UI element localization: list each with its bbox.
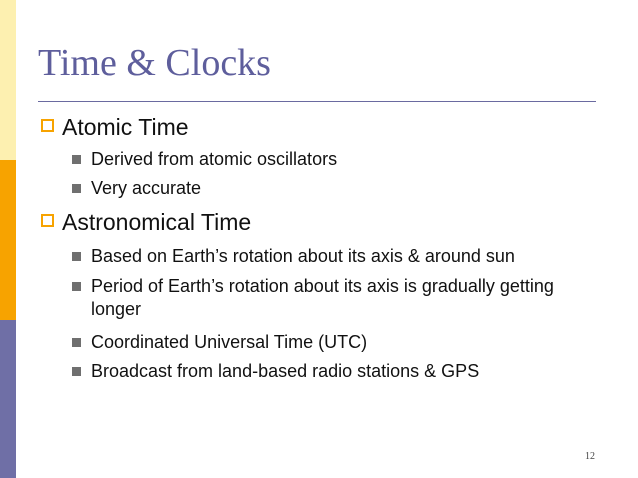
hollow-square-bullet-icon — [41, 119, 54, 132]
square-bullet-icon — [72, 184, 81, 193]
section-heading-text: Atomic Time — [62, 114, 189, 140]
square-bullet-icon — [72, 282, 81, 291]
list-item-text: Broadcast from land-based radio stations & GPS — [91, 361, 480, 381]
square-bullet-icon — [72, 155, 81, 164]
list-item-text: Derived from atomic oscillators — [91, 149, 338, 169]
list-item-text: Coordinated Universal Time (UTC) — [91, 332, 368, 352]
square-bullet-icon — [72, 252, 81, 261]
slide-number: 12 — [585, 451, 595, 462]
list-item-text: Period of Earth’s rotation about its axis is gradually getting longer — [91, 276, 554, 319]
list-item-text: Very accurate — [91, 178, 202, 198]
hollow-square-bullet-icon — [41, 214, 54, 227]
list-item-text: Based on Earth’s rotation about its axis & around sun — [91, 246, 515, 266]
square-bullet-icon — [72, 338, 81, 347]
square-bullet-icon — [72, 367, 81, 376]
section-heading-text: Astronomical Time — [62, 209, 252, 235]
slide-title: Time & Clocks — [38, 42, 271, 84]
